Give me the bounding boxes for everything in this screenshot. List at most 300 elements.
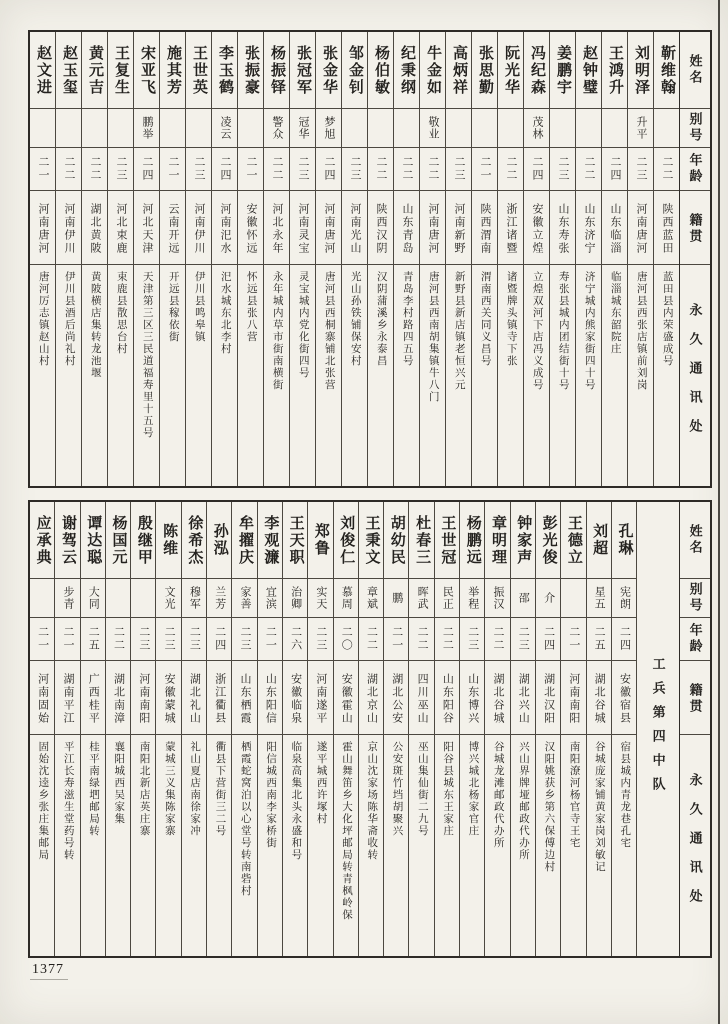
member-alias [108,109,133,148]
member-address: 天津第三区三民道福寿里十五号 [141,271,153,439]
member-age: 二四 [524,148,549,191]
member-age: 二三 [460,618,484,661]
member-age: 二三 [342,148,367,191]
member-address: 立煌双河下店冯义成号 [531,271,543,391]
member-column [54,502,79,956]
member-address: 汜水城东北李村 [219,271,231,355]
member-alias [394,109,419,148]
member-age: 二四 [207,618,231,661]
member-alias: 家善 [232,579,256,618]
member-address: 礼山夏店南徐家冲 [189,741,201,837]
member-native-place: 湖北谷城 [485,661,509,735]
member-name: 牟擢庆 [232,502,256,579]
member-column [459,502,484,956]
member-native-place: 安徽霍山 [334,661,358,735]
member-column [81,32,107,486]
roster-table-top [28,30,712,488]
member-name: 赵钟璧 [576,32,601,109]
member-native-place: 河北束鹿 [108,191,133,265]
member-column [181,502,206,956]
member-column [510,502,535,956]
member-address: 南阳北新店英庄寨 [138,741,150,837]
member-name: 王秉文 [359,502,383,579]
roster-table-bottom [28,500,712,958]
member-column [55,32,81,486]
member-alias: 举程 [460,579,484,618]
member-address: 新野县新店镇老恒兴元 [453,271,465,391]
member-native-place: 云南开远 [160,191,185,265]
header-name: 姓名 [680,502,710,579]
member-address: 衢县下营街三二号 [214,741,226,837]
member-name: 杨振铎 [264,32,289,109]
member-address: 灵宝城内党化街四号 [297,271,309,379]
member-alias [56,109,81,148]
member-age: 二一 [258,618,282,661]
member-native-place: 湖北公安 [384,661,408,735]
member-native-place: 河南南阳 [561,661,585,735]
member-address: 谷城龙滩邮政代办所 [492,741,504,849]
member-column [206,502,231,956]
member-alias: 邵 [511,579,535,618]
member-column [130,502,155,956]
member-column [133,32,159,486]
member-age: 二二 [485,618,509,661]
member-name: 宋亚飞 [134,32,159,109]
member-native-place: 湖北汉阳 [536,661,560,735]
member-column [263,32,289,486]
member-age: 二二 [435,618,459,661]
member-name: 杨伯敏 [368,32,393,109]
member-address: 桂平南绿垇邮局转 [87,741,99,837]
member-alias [602,109,627,148]
member-age: 二三 [232,618,256,661]
member-alias: 文光 [156,579,180,618]
member-alias: 章斌 [359,579,383,618]
member-native-place: 湖南平江 [55,661,79,735]
member-name: 冯纪森 [524,32,549,109]
member-alias: 振汉 [485,579,509,618]
member-alias [186,109,211,148]
member-age: 二四 [212,148,237,191]
member-column [30,502,54,956]
member-name: 谭达聪 [81,502,105,579]
member-alias: 升平 [628,109,653,148]
member-native-place: 山东临淄 [602,191,627,265]
member-name: 钟家声 [511,502,535,579]
member-name: 谢驾云 [55,502,79,579]
member-address: 兴山界牌垭邮政代办所 [518,741,530,861]
member-age: 二二 [409,618,433,661]
member-name: 王世冠 [435,502,459,579]
member-address: 开远县稼依街 [167,271,179,343]
member-column [434,502,459,956]
member-age: 二二 [368,148,393,191]
member-native-place: 河南新野 [446,191,471,265]
member-column [341,32,367,486]
member-column [535,502,560,956]
member-alias: 实天 [308,579,332,618]
member-age: 二二 [359,618,383,661]
member-age: 二一 [30,618,54,661]
member-alias: 鹏举 [134,109,159,148]
member-age: 二四 [316,148,341,191]
member-column [627,32,653,486]
member-alias: 步青 [55,579,79,618]
member-column [80,502,105,956]
member-alias [654,109,679,148]
member-name: 纪秉纲 [394,32,419,109]
member-age: 二五 [587,618,611,661]
member-name: 刘明泽 [628,32,653,109]
member-native-place: 山东阳信 [258,661,282,735]
member-native-place: 四川巫山 [409,661,433,735]
member-column [471,32,497,486]
member-name: 姜鹏宇 [550,32,575,109]
unit-label-column [636,502,679,956]
member-native-place: 湖北黄陂 [82,191,107,265]
member-age: 二二 [420,148,445,191]
member-age: 二二 [264,148,289,191]
member-native-place: 山东博兴 [460,661,484,735]
member-name: 郑鲁 [308,502,332,579]
member-age: 二三 [550,148,575,191]
member-name: 王鸿升 [602,32,627,109]
member-address: 唐河县西桐寨铺北张营 [323,271,335,391]
member-age: 二三 [131,618,155,661]
member-name: 赵文进 [30,32,55,109]
member-native-place: 浙江衢县 [207,661,231,735]
member-native-place: 河南唐河 [420,191,445,265]
member-address: 博兴城北杨家官庄 [467,741,479,837]
header-permanent-address: 永久通讯处 [687,303,703,448]
member-age: 二四 [612,618,636,661]
header-column [679,502,710,956]
member-native-place: 湖北谷城 [587,661,611,735]
member-column [289,32,315,486]
member-alias: 梦旭 [316,109,341,148]
member-address: 诸暨牌头镇寺下张 [505,271,517,367]
member-name: 刘俊仁 [334,502,358,579]
member-address: 永年城内草市街南横街 [271,271,283,391]
member-address: 临淄城东韶院庄 [609,271,621,355]
member-column [257,502,282,956]
header-permanent-address: 永久通讯处 [687,773,703,918]
member-age: 二四 [602,148,627,191]
member-alias: 星五 [587,579,611,618]
member-address: 栖霞蛇窝泊以心堂号转南砦村 [239,741,251,897]
member-alias: 警众 [264,109,289,148]
member-address: 青岛李村路四五号 [401,271,413,367]
member-address: 渭南西关同义昌号 [479,271,491,367]
member-column [611,502,636,956]
member-age: 二四 [134,148,159,191]
header-age: 年龄 [680,618,710,661]
member-age: 二二 [576,148,601,191]
member-column [155,502,180,956]
member-name: 胡幼民 [384,502,408,579]
member-age: 二三 [186,148,211,191]
member-alias [160,109,185,148]
member-column [484,502,509,956]
member-native-place: 安徽蒙城 [156,661,180,735]
member-age: 二〇 [334,618,358,661]
member-age: 二二 [498,148,523,191]
member-column [383,502,408,956]
member-alias [30,109,55,148]
member-address: 束鹿县散思台村 [115,271,127,355]
member-native-place: 湖北京山 [359,661,383,735]
member-alias [472,109,497,148]
member-name: 王复生 [108,32,133,109]
member-name: 张冠军 [290,32,315,109]
member-native-place: 山东寿张 [550,191,575,265]
member-address: 唐河县西南胡集镇牛八门 [427,271,439,403]
member-address: 临泉高集北头永盛和号 [290,741,302,861]
member-age: 二六 [283,618,307,661]
member-name: 杨国元 [106,502,130,579]
member-column [231,502,256,956]
member-name: 阮光华 [498,32,523,109]
member-age: 二三 [511,618,535,661]
member-address: 遂平城西许塚村 [315,741,327,825]
member-column [185,32,211,486]
member-column [393,32,419,486]
member-native-place: 河南遂平 [308,661,332,735]
member-alias [82,109,107,148]
member-address: 唐河厉志镇赵山村 [37,271,49,367]
member-name: 刘超 [587,502,611,579]
member-address: 宿县城内青龙巷孔宅 [619,741,631,849]
page-number: 1377 [30,962,68,980]
member-age: 二三 [290,148,315,191]
member-alias: 鹏 [384,579,408,618]
member-alias [446,109,471,148]
member-alias [131,579,155,618]
member-column [560,502,585,956]
member-native-place: 湖北南漳 [106,661,130,735]
member-age: 二五 [81,618,105,661]
unit-label: 工兵第四中队 [650,657,666,801]
member-age: 二三 [108,148,133,191]
member-name: 应承典 [30,502,54,579]
member-native-place: 湖北兴山 [511,661,535,735]
member-column [211,32,237,486]
header-native-place: 籍贯 [680,661,710,735]
member-column [408,502,433,956]
member-name: 彭光俊 [536,502,560,579]
member-age: 二三 [308,618,332,661]
member-native-place: 陕西汉阴 [368,191,393,265]
member-name: 赵玉玺 [56,32,81,109]
header-column [679,32,710,486]
member-native-place: 山东阳谷 [435,661,459,735]
member-age: 二二 [106,618,130,661]
member-age: 二一 [30,148,55,191]
member-column [523,32,549,486]
member-column [307,502,332,956]
member-address: 蒙城三义集陈家寨 [163,741,175,837]
member-address: 济宁城内熊家街四十号 [583,271,595,391]
member-name: 张振豪 [238,32,263,109]
header-alias: 别号 [680,109,710,148]
member-name: 杨鹏远 [460,502,484,579]
member-native-place: 河北永年 [264,191,289,265]
member-age: 二三 [182,618,206,661]
member-age: 二一 [384,618,408,661]
member-alias: 敬业 [420,109,445,148]
member-address: 阳谷县城东王家庄 [442,741,454,837]
member-address: 唐河县西张店镇前刘岗 [635,271,647,391]
member-address: 阳信城西南李家桥街 [265,741,277,849]
member-alias: 慕周 [334,579,358,618]
member-native-place: 安徽怀远 [238,191,263,265]
member-native-place: 陕西渭南 [472,191,497,265]
member-native-place: 陕西蓝田 [654,191,679,265]
member-alias: 民正 [435,579,459,618]
member-alias: 宪朗 [612,579,636,618]
member-name: 章明理 [485,502,509,579]
header-alias: 别号 [680,579,710,618]
member-native-place: 河南唐河 [628,191,653,265]
member-address: 伊川县鸣皋镇 [193,271,205,343]
member-column [237,32,263,486]
member-name: 邹金钊 [342,32,367,109]
member-alias: 介 [536,579,560,618]
member-name: 高炳祥 [446,32,471,109]
member-native-place: 河南唐河 [316,191,341,265]
member-column [549,32,575,486]
member-name: 孔琳 [612,502,636,579]
member-age: 二二 [56,148,81,191]
member-name: 王世英 [186,32,211,109]
member-name: 孙泓 [207,502,231,579]
member-alias: 大同 [81,579,105,618]
member-native-place: 广西桂平 [81,661,105,735]
member-name: 李观濂 [258,502,282,579]
member-age: 二二 [654,148,679,191]
member-native-place: 河南汜水 [212,191,237,265]
member-alias [30,579,54,618]
member-address: 平江长寿滋生堂药号转 [62,741,74,861]
member-native-place: 河南灵宝 [290,191,315,265]
member-age: 二二 [82,148,107,191]
member-alias [106,579,130,618]
member-address: 襄阳城西吴家集 [113,741,125,825]
member-name: 殷继甲 [131,502,155,579]
member-column [445,32,471,486]
header-age: 年龄 [680,148,710,191]
member-address: 巫山集仙街二九号 [416,741,428,837]
member-address: 蓝田县内荣盛成号 [661,271,673,367]
member-name: 牛金如 [420,32,445,109]
member-address: 光山孙铁铺保安村 [349,271,361,367]
member-column [105,502,130,956]
member-column [282,502,307,956]
member-name: 王德立 [561,502,585,579]
member-name: 王天职 [283,502,307,579]
member-alias [238,109,263,148]
member-native-place: 湖北礼山 [182,661,206,735]
member-age: 二三 [156,618,180,661]
member-column [358,502,383,956]
member-column [315,32,341,486]
member-native-place: 山东济宁 [576,191,601,265]
member-column [419,32,445,486]
member-alias [576,109,601,148]
member-alias [368,109,393,148]
member-native-place: 河南固始 [30,661,54,735]
member-address: 固始沈逵乡张庄集邮局 [37,741,49,861]
member-address: 伊川县酒后尚礼村 [63,271,75,367]
member-address: 黄陂横店集转龙池堰 [89,271,101,379]
member-native-place: 河南伊川 [186,191,211,265]
member-native-place: 安徽临泉 [283,661,307,735]
member-column [653,32,679,486]
member-name: 李玉鹤 [212,32,237,109]
member-address: 汉阴蒲溪乡永泰昌 [375,271,387,367]
member-name: 杜春三 [409,502,433,579]
member-column [367,32,393,486]
member-native-place: 安徽宿县 [612,661,636,735]
member-native-place: 山东青岛 [394,191,419,265]
member-address: 霍山舞笛乡大化坪邮局转青枫岭保 [340,741,352,921]
member-alias: 宜滨 [258,579,282,618]
member-alias [550,109,575,148]
member-native-place: 河南光山 [342,191,367,265]
member-name: 徐希杰 [182,502,206,579]
member-name: 张金华 [316,32,341,109]
member-address: 京山沈家场陈华斋收转 [366,741,378,861]
member-age: 二一 [160,148,185,191]
member-age: 二三 [446,148,471,191]
member-address: 汉阳姚获乡第六保傅边村 [543,741,555,873]
member-native-place: 浙江诸暨 [498,191,523,265]
member-address: 怀远县张八营 [245,271,257,343]
member-address: 寿张县城内团结街十号 [557,271,569,391]
member-native-place: 安徽立煌 [524,191,549,265]
header-native-place: 籍贯 [680,191,710,265]
member-age: 二二 [394,148,419,191]
member-column [333,502,358,956]
member-column [159,32,185,486]
member-native-place: 河北天津 [134,191,159,265]
member-column [586,502,611,956]
member-column [107,32,133,486]
member-native-place: 河南南阳 [131,661,155,735]
member-alias [342,109,367,148]
member-alias [561,579,585,618]
member-alias: 治卿 [283,579,307,618]
member-alias: 晖武 [409,579,433,618]
member-native-place: 河南伊川 [56,191,81,265]
member-age: 二一 [561,618,585,661]
member-alias: 兰芳 [207,579,231,618]
member-alias: 凌云 [212,109,237,148]
member-alias: 冠华 [290,109,315,148]
member-age: 二一 [472,148,497,191]
member-name: 黄元吉 [82,32,107,109]
member-address: 南阳潦河杨官寺王宅 [568,741,580,849]
member-name: 陈维 [156,502,180,579]
header-name: 姓名 [680,32,710,109]
member-age: 二一 [238,148,263,191]
member-column [497,32,523,486]
member-age: 二一 [55,618,79,661]
member-alias [498,109,523,148]
member-alias: 穆军 [182,579,206,618]
member-column [30,32,55,486]
member-native-place: 山东栖霞 [232,661,256,735]
